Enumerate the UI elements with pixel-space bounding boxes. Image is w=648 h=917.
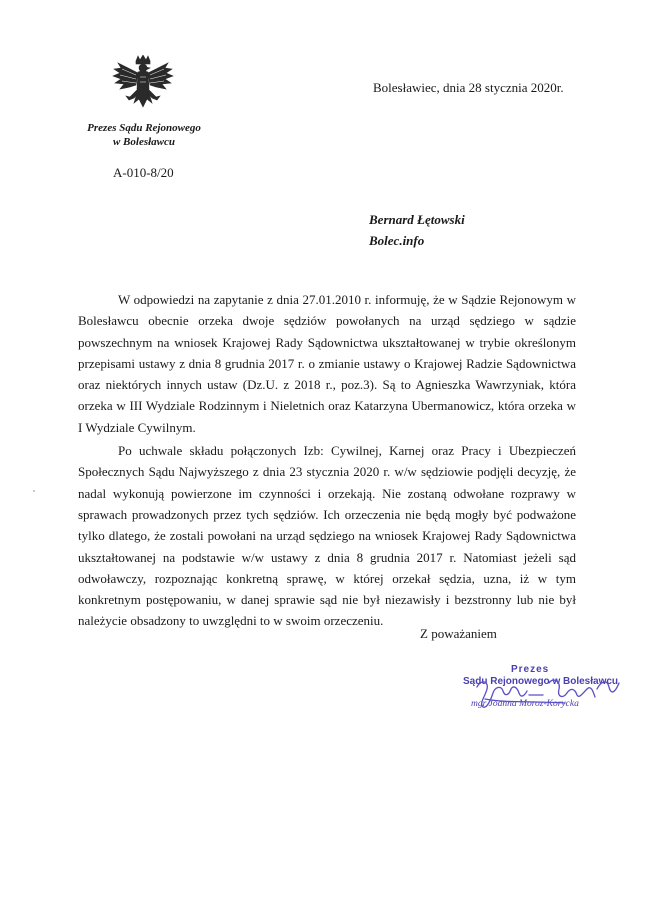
scan-speck [33,490,35,492]
closing-salutation: Z poważaniem [420,626,497,641]
recipient-organization: Bolec.info [369,233,425,248]
date-line: Bolesławiec, dnia 28 stycznia 2020r. [373,80,564,95]
case-number: A-010-8/20 [113,165,174,180]
stamp-name: mgr Joanna Moroz-Korycka [471,699,579,709]
handwritten-signature [475,673,625,713]
recipient-block [369,209,465,251]
recipient-name: Bernard Łętowski [369,212,465,227]
body-paragraph-1: W odpowiedzi na zapytanie z dnia 27.01.2010 r. informuję, że w Sądzie Rejonowym w Bolesławcu obecnie orzeka dwoje sędziów powołanych na urząd sędziego w sądzie powszechnym na wniosek Krajowej Rady Sądownictwa ukształtowanej w trybie określonym przepisami ustawy z dnia 8 grudnia 2017 r. o zmianie ustawy o Krajowej Radzie Sądownictwa oraz niektórych innych ustaw (Dz.U. z 2018 r., poz.3). Są to Agnieszka Wawrzyniak, która orzeka w III Wydziale Rodzinnym i Nieletnich oraz Katarzyna Ubermanowicz, która orzeka w I Wydziale Cywilnym. [78,292,576,435]
stamp-title: Prezes [511,664,550,675]
issuer-title: Prezes Sądu Rejonowego [87,122,201,134]
issuer-location: w Bolesławcu [112,136,176,148]
issuer-block [60,121,228,149]
stamp-office: Sądu Rejonowego w Bolesławcu [463,676,619,687]
body-paragraph-2: Po uchwale składu połączonych Izb: Cywilnej, Karnej oraz Pracy i Ubezpieczeń Społecznych Sądu Najwyższego z dnia 23 stycznia 2020 r. w/w sędziowie podjęli decyzję, że nadal wykonują powierzone im czynności i orzekają. Nie zostaną odwołane rozprawy w sprawach prowadzonych przez tych sędziów. Ich orzeczenia nie będą mogły być podważone tylko dlatego, że zostali powołani na urząd sędziego na wniosek Krajowej Rady Sądownictwa ukształtowanej na podstawie w/w ustawy z dnia 8 grudnia 2017 r. Natomiast jeżeli sąd odwoławczy, rozpoznając konkretną sprawę, w której orzekał sędzia, uzna, iż w tym konkretnym postępowaniu, w danej sprawie sąd nie był niezawisły i bezstronny lub nie był należycie obsadzony to uwzględni to w swoim orzeczeniu. [78,443,576,629]
letter-body [78,289,576,634]
polish-eagle-emblem-icon [112,55,174,121]
